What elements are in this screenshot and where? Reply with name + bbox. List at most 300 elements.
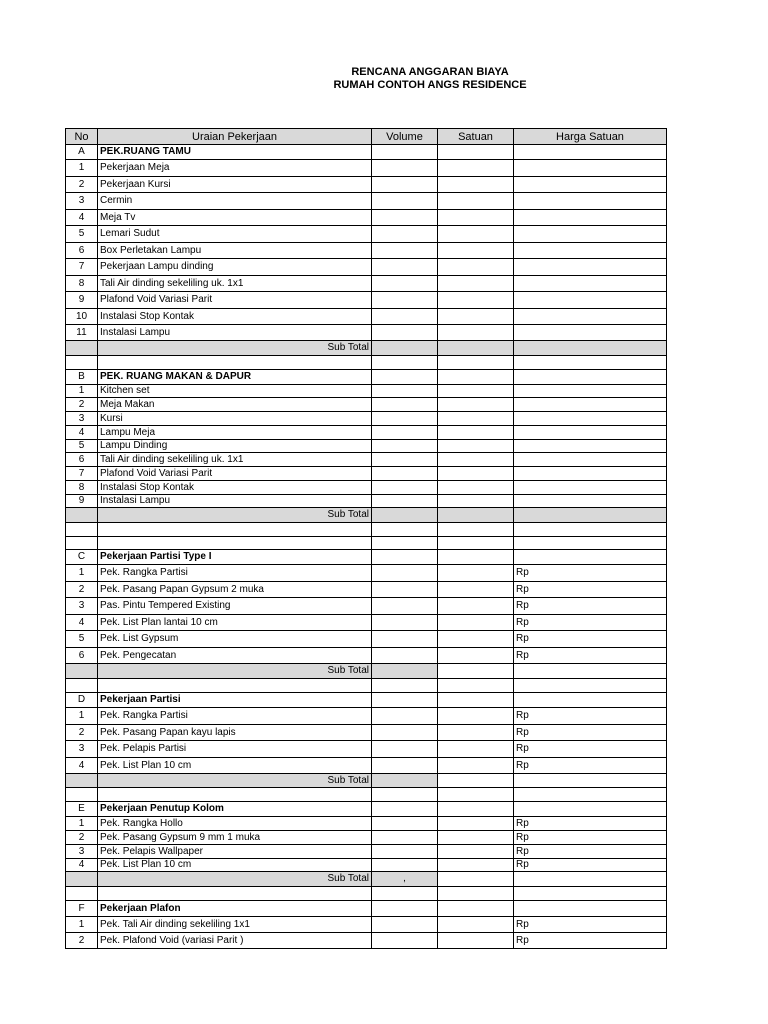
cell-uraian: Meja Tv: [98, 210, 372, 226]
cell-harga: [514, 370, 667, 385]
cell-no: 2: [66, 177, 98, 193]
cell-satuan: [438, 193, 514, 210]
cell-satuan: [438, 495, 514, 508]
cell-satuan: [438, 598, 514, 615]
cell-volume: [372, 226, 438, 243]
cell-satuan: [438, 145, 514, 160]
cell-harga: [514, 259, 667, 276]
cell-volume: [372, 453, 438, 467]
section-row: [66, 370, 667, 385]
cell-satuan: [438, 453, 514, 467]
cell-uraian: Instalasi Lampu: [98, 325, 372, 341]
cell-volume: [372, 309, 438, 325]
cell-uraian: [98, 523, 372, 537]
cell-harga: Rp: [514, 582, 667, 598]
cell-satuan: [438, 872, 514, 887]
cell-uraian: Pek. List Plan 10 cm: [98, 758, 372, 774]
cell-uraian: Pek. Plafond Void (variasi Parit ): [98, 933, 372, 949]
table-row: [66, 226, 667, 243]
cell-volume: [372, 615, 438, 631]
cell-volume: [372, 481, 438, 495]
cell-uraian: Pek. Pasang Papan kayu lapis: [98, 725, 372, 741]
cell-volume: [372, 802, 438, 817]
subtotal-row: [66, 774, 667, 788]
cell-harga: Rp: [514, 933, 667, 949]
cell-satuan: [438, 440, 514, 453]
cell-satuan: [438, 550, 514, 565]
cell-satuan: [438, 226, 514, 243]
cell-satuan: [438, 370, 514, 385]
cell-volume: [372, 259, 438, 276]
cell-uraian: Kursi: [98, 412, 372, 426]
cell-satuan: [438, 356, 514, 370]
cell-uraian: Tali Air dinding sekeliling uk. 1x1: [98, 276, 372, 292]
cell-volume: [372, 508, 438, 523]
table-row: [66, 917, 667, 933]
cell-no: 2: [66, 831, 98, 845]
cell-no: 9: [66, 292, 98, 309]
cell-satuan: [438, 917, 514, 933]
cell-harga: [514, 887, 667, 901]
table-row: [66, 817, 667, 831]
table-row: [66, 495, 667, 508]
cell-volume: [372, 679, 438, 693]
cell-no: 4: [66, 859, 98, 872]
cell-satuan: [438, 802, 514, 817]
cell-uraian: [98, 788, 372, 802]
cell-uraian: [98, 537, 372, 550]
cell-harga: [514, 426, 667, 440]
cell-uraian: Pekerjaan Meja: [98, 160, 372, 177]
cell-harga: [514, 325, 667, 341]
cell-no: 4: [66, 210, 98, 226]
header-uraian: Uraian Pekerjaan: [98, 129, 372, 145]
cell-satuan: [438, 631, 514, 648]
budget-table: [65, 128, 667, 949]
cell-satuan: [438, 845, 514, 859]
subtotal-row: [66, 341, 667, 356]
header-harga: Harga Satuan: [514, 129, 667, 145]
cell-uraian: [98, 887, 372, 901]
cell-uraian: Kitchen set: [98, 385, 372, 398]
table-row: [66, 276, 667, 292]
cell-no: [66, 774, 98, 788]
section-row: [66, 550, 667, 565]
cell-volume: [372, 537, 438, 550]
cell-uraian: Pek. List Plan 10 cm: [98, 859, 372, 872]
cell-no: A: [66, 145, 98, 160]
cell-satuan: [438, 259, 514, 276]
cell-no: 1: [66, 385, 98, 398]
cell-satuan: [438, 758, 514, 774]
cell-harga: [514, 210, 667, 226]
blank-row: [66, 356, 667, 370]
cell-harga: Rp: [514, 917, 667, 933]
cell-uraian: Sub Total: [98, 508, 372, 523]
blank-row: [66, 788, 667, 802]
cell-uraian: Lampu Dinding: [98, 440, 372, 453]
cell-satuan: [438, 523, 514, 537]
cell-uraian: Sub Total: [98, 774, 372, 788]
table-row: [66, 440, 667, 453]
cell-no: [66, 788, 98, 802]
section-row: [66, 901, 667, 917]
header-row: [66, 129, 667, 145]
cell-satuan: [438, 933, 514, 949]
subtotal-row: [66, 508, 667, 523]
cell-no: 1: [66, 817, 98, 831]
cell-no: 7: [66, 259, 98, 276]
cell-satuan: [438, 693, 514, 708]
table-row: [66, 631, 667, 648]
cell-volume: [372, 177, 438, 193]
cell-no: B: [66, 370, 98, 385]
cell-uraian: Pek. Pengecatan: [98, 648, 372, 664]
cell-uraian: Pek. Tali Air dinding sekeliling 1x1: [98, 917, 372, 933]
table-row: [66, 467, 667, 481]
cell-satuan: [438, 309, 514, 325]
table-row: [66, 648, 667, 664]
cell-harga: [514, 292, 667, 309]
cell-no: 5: [66, 440, 98, 453]
cell-volume: [372, 631, 438, 648]
cell-no: 2: [66, 582, 98, 598]
cell-harga: [514, 550, 667, 565]
cell-harga: [514, 774, 667, 788]
table-row: [66, 412, 667, 426]
cell-volume: ,: [372, 872, 438, 887]
cell-harga: Rp: [514, 817, 667, 831]
cell-harga: [514, 276, 667, 292]
cell-no: 8: [66, 276, 98, 292]
cell-no: [66, 508, 98, 523]
cell-uraian: Pekerjaan Plafon: [98, 901, 372, 917]
cell-harga: [514, 523, 667, 537]
cell-satuan: [438, 741, 514, 758]
cell-satuan: [438, 481, 514, 495]
cell-satuan: [438, 398, 514, 412]
table-row: [66, 758, 667, 774]
cell-no: [66, 523, 98, 537]
cell-uraian: Pek. Rangka Partisi: [98, 708, 372, 725]
cell-volume: [372, 758, 438, 774]
table-row: [66, 259, 667, 276]
cell-no: 5: [66, 631, 98, 648]
cell-no: 6: [66, 243, 98, 259]
cell-volume: [372, 648, 438, 664]
cell-volume: [372, 582, 438, 598]
cell-uraian: Lemari Sudut: [98, 226, 372, 243]
cell-uraian: Instalasi Stop Kontak: [98, 309, 372, 325]
cell-uraian: PEK. RUANG MAKAN & DAPUR: [98, 370, 372, 385]
table-row: [66, 309, 667, 325]
cell-harga: [514, 664, 667, 679]
blank-row: [66, 679, 667, 693]
cell-satuan: [438, 648, 514, 664]
cell-volume: [372, 774, 438, 788]
cell-volume: [372, 426, 438, 440]
cell-no: 6: [66, 648, 98, 664]
cell-volume: [372, 467, 438, 481]
table-row: [66, 859, 667, 872]
cell-uraian: Pek. Pelapis Partisi: [98, 741, 372, 758]
cell-satuan: [438, 615, 514, 631]
cell-uraian: Box Perletakan Lampu: [98, 243, 372, 259]
cell-no: [66, 872, 98, 887]
cell-harga: [514, 901, 667, 917]
cell-uraian: Pekerjaan Partisi Type I: [98, 550, 372, 565]
table-row: [66, 292, 667, 309]
cell-harga: Rp: [514, 615, 667, 631]
document-title: RENCANA ANGGARAN BIAYA: [351, 66, 509, 78]
cell-no: [66, 537, 98, 550]
table-row: [66, 831, 667, 845]
cell-satuan: [438, 679, 514, 693]
cell-volume: [372, 243, 438, 259]
cell-uraian: Sub Total: [98, 872, 372, 887]
cell-harga: [514, 679, 667, 693]
cell-no: 9: [66, 495, 98, 508]
table-row: [66, 385, 667, 398]
blank-row: [66, 537, 667, 550]
cell-volume: [372, 495, 438, 508]
cell-volume: [372, 725, 438, 741]
cell-volume: [372, 370, 438, 385]
cell-satuan: [438, 537, 514, 550]
cell-uraian: Pek. List Plan lantai 10 cm: [98, 615, 372, 631]
cell-volume: [372, 325, 438, 341]
cell-volume: [372, 887, 438, 901]
cell-uraian: Pekerjaan Partisi: [98, 693, 372, 708]
cell-harga: Rp: [514, 631, 667, 648]
header-volume: Volume: [372, 129, 438, 145]
cell-harga: Rp: [514, 708, 667, 725]
cell-volume: [372, 933, 438, 949]
cell-no: [66, 887, 98, 901]
cell-satuan: [438, 467, 514, 481]
cell-volume: [372, 412, 438, 426]
table-row: [66, 426, 667, 440]
cell-harga: [514, 341, 667, 356]
cell-harga: [514, 440, 667, 453]
cell-no: 1: [66, 708, 98, 725]
cell-no: 10: [66, 309, 98, 325]
cell-uraian: Cermin: [98, 193, 372, 210]
table-row: [66, 325, 667, 341]
cell-no: C: [66, 550, 98, 565]
blank-row: [66, 887, 667, 901]
cell-volume: [372, 356, 438, 370]
cell-volume: [372, 523, 438, 537]
cell-harga: Rp: [514, 598, 667, 615]
cell-uraian: Tali Air dinding sekeliling uk. 1x1: [98, 453, 372, 467]
cell-volume: [372, 917, 438, 933]
cell-harga: [514, 385, 667, 398]
cell-volume: [372, 741, 438, 758]
cell-uraian: Pek. Pasang Papan Gypsum 2 muka: [98, 582, 372, 598]
cell-satuan: [438, 426, 514, 440]
table-row: [66, 933, 667, 949]
table-row: [66, 177, 667, 193]
cell-uraian: Pek. List Gypsum: [98, 631, 372, 648]
cell-no: 2: [66, 725, 98, 741]
cell-no: [66, 356, 98, 370]
cell-no: 3: [66, 845, 98, 859]
document-subtitle: RUMAH CONTOH ANGS RESIDENCE: [333, 79, 527, 91]
cell-harga: [514, 145, 667, 160]
table-row: [66, 582, 667, 598]
cell-uraian: Sub Total: [98, 341, 372, 356]
cell-uraian: Sub Total: [98, 664, 372, 679]
cell-uraian: Pekerjaan Penutup Kolom: [98, 802, 372, 817]
cell-no: 4: [66, 615, 98, 631]
section-row: [66, 693, 667, 708]
cell-harga: [514, 872, 667, 887]
cell-harga: Rp: [514, 648, 667, 664]
cell-volume: [372, 831, 438, 845]
cell-uraian: Pek. Rangka Partisi: [98, 565, 372, 582]
cell-volume: [372, 598, 438, 615]
cell-uraian: Pekerjaan Kursi: [98, 177, 372, 193]
cell-satuan: [438, 817, 514, 831]
cell-uraian: [98, 679, 372, 693]
cell-volume: [372, 708, 438, 725]
cell-harga: Rp: [514, 845, 667, 859]
cell-uraian: Pek. Pasang Gypsum 9 mm 1 muka: [98, 831, 372, 845]
cell-no: 3: [66, 741, 98, 758]
cell-satuan: [438, 774, 514, 788]
cell-volume: [372, 693, 438, 708]
cell-harga: [514, 467, 667, 481]
cell-volume: [372, 664, 438, 679]
table-row: [66, 398, 667, 412]
table-row: [66, 243, 667, 259]
table-row: [66, 565, 667, 582]
cell-harga: [514, 453, 667, 467]
table-body: [66, 145, 667, 949]
cell-harga: [514, 802, 667, 817]
cell-harga: [514, 160, 667, 177]
cell-uraian: Instalasi Stop Kontak: [98, 481, 372, 495]
cell-no: D: [66, 693, 98, 708]
cell-harga: [514, 226, 667, 243]
cell-volume: [372, 210, 438, 226]
cell-harga: [514, 788, 667, 802]
cell-harga: [514, 481, 667, 495]
cell-volume: [372, 145, 438, 160]
cell-harga: [514, 508, 667, 523]
table-row: [66, 453, 667, 467]
cell-uraian: Lampu Meja: [98, 426, 372, 440]
cell-no: 1: [66, 917, 98, 933]
cell-harga: Rp: [514, 725, 667, 741]
cell-volume: [372, 845, 438, 859]
cell-harga: [514, 356, 667, 370]
cell-satuan: [438, 412, 514, 426]
cell-satuan: [438, 887, 514, 901]
cell-uraian: Pek. Pelapis Wallpaper: [98, 845, 372, 859]
table-row: [66, 708, 667, 725]
cell-volume: [372, 859, 438, 872]
subtotal-row: [66, 872, 667, 887]
cell-no: 8: [66, 481, 98, 495]
cell-satuan: [438, 859, 514, 872]
cell-satuan: [438, 210, 514, 226]
cell-satuan: [438, 177, 514, 193]
cell-volume: [372, 398, 438, 412]
cell-volume: [372, 901, 438, 917]
cell-no: 2: [66, 933, 98, 949]
blank-row: [66, 523, 667, 537]
table-row: [66, 741, 667, 758]
cell-no: 3: [66, 598, 98, 615]
cell-satuan: [438, 325, 514, 341]
cell-volume: [372, 160, 438, 177]
cell-volume: [372, 788, 438, 802]
cell-satuan: [438, 160, 514, 177]
cell-volume: [372, 565, 438, 582]
header-satuan: Satuan: [438, 129, 514, 145]
cell-no: 5: [66, 226, 98, 243]
cell-harga: Rp: [514, 741, 667, 758]
cell-satuan: [438, 385, 514, 398]
cell-harga: [514, 495, 667, 508]
cell-satuan: [438, 664, 514, 679]
cell-uraian: [98, 356, 372, 370]
cell-no: [66, 341, 98, 356]
cell-harga: [514, 693, 667, 708]
cell-uraian: Pekerjaan Lampu dinding: [98, 259, 372, 276]
cell-no: 4: [66, 426, 98, 440]
table-row: [66, 615, 667, 631]
cell-uraian: PEK.RUANG TAMU: [98, 145, 372, 160]
cell-no: 4: [66, 758, 98, 774]
cell-uraian: Plafond Void Variasi Parit: [98, 292, 372, 309]
cell-no: [66, 664, 98, 679]
cell-uraian: Meja Makan: [98, 398, 372, 412]
cell-satuan: [438, 788, 514, 802]
cell-harga: [514, 412, 667, 426]
table-row: [66, 598, 667, 615]
cell-uraian: Pek. Rangka Hollo: [98, 817, 372, 831]
section-row: [66, 145, 667, 160]
cell-satuan: [438, 292, 514, 309]
cell-no: E: [66, 802, 98, 817]
cell-volume: [372, 385, 438, 398]
cell-harga: Rp: [514, 831, 667, 845]
table-row: [66, 725, 667, 741]
cell-satuan: [438, 582, 514, 598]
cell-volume: [372, 440, 438, 453]
cell-satuan: [438, 565, 514, 582]
cell-satuan: [438, 341, 514, 356]
cell-harga: Rp: [514, 859, 667, 872]
cell-volume: [372, 341, 438, 356]
cell-harga: [514, 193, 667, 210]
table-row: [66, 160, 667, 177]
cell-no: F: [66, 901, 98, 917]
cell-harga: [514, 243, 667, 259]
table-row: [66, 845, 667, 859]
cell-uraian: Instalasi Lampu: [98, 495, 372, 508]
table-row: [66, 193, 667, 210]
cell-no: 1: [66, 565, 98, 582]
cell-volume: [372, 292, 438, 309]
cell-volume: [372, 193, 438, 210]
header-no: No: [66, 129, 98, 145]
cell-satuan: [438, 508, 514, 523]
cell-no: 11: [66, 325, 98, 341]
